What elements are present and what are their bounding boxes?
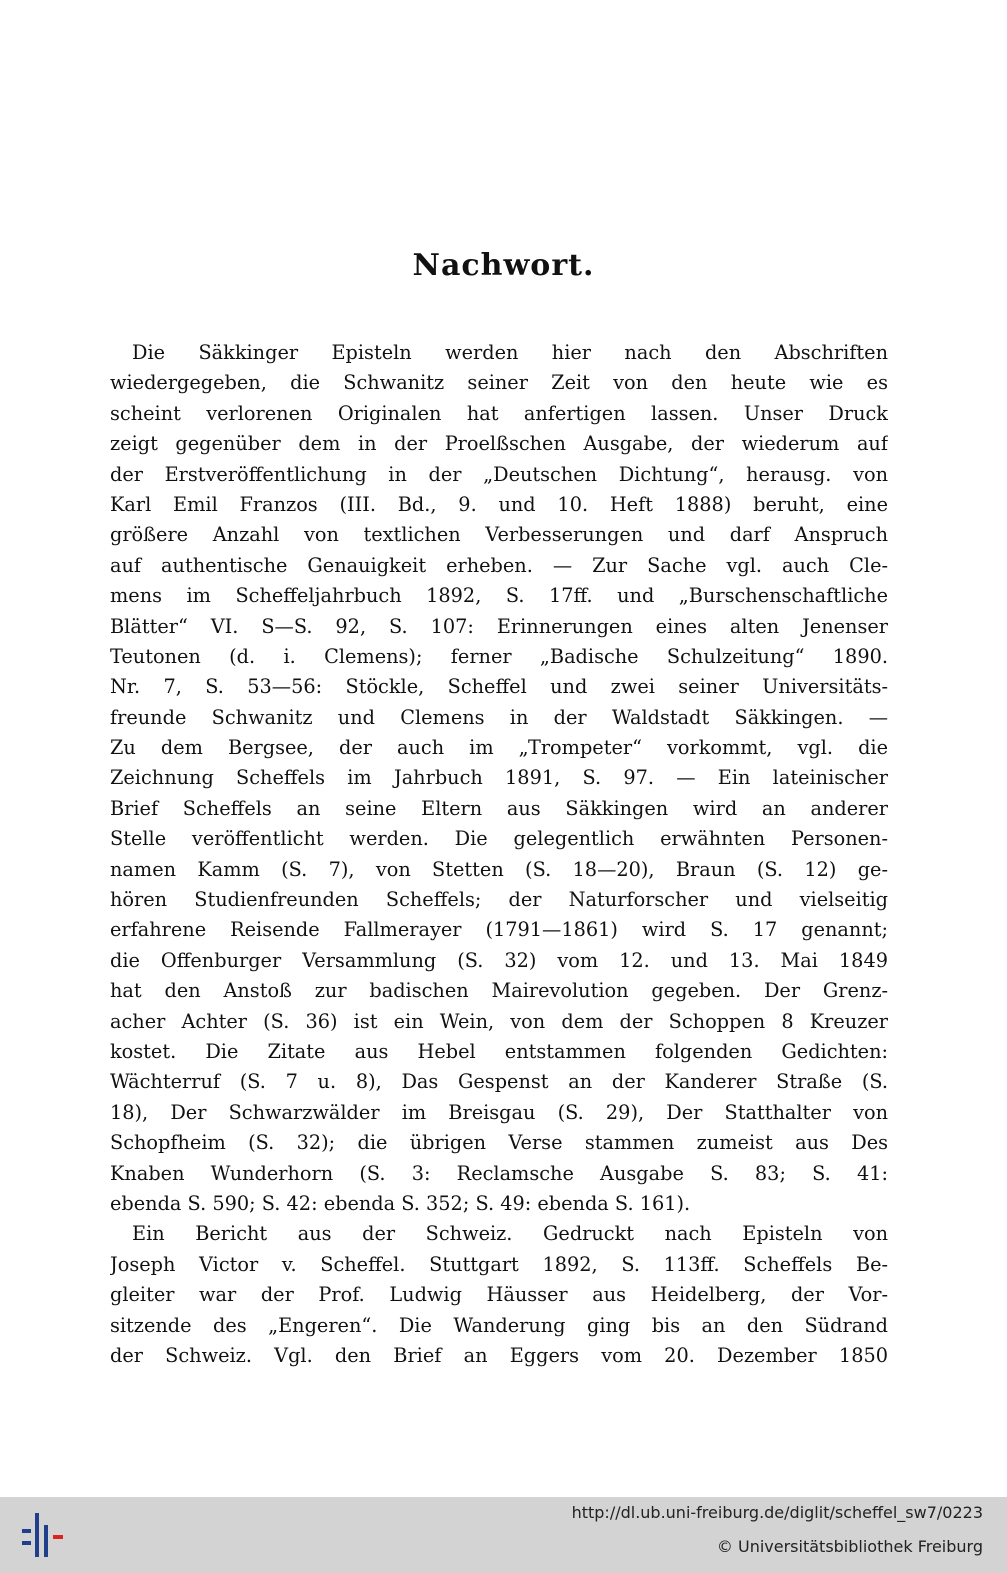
text-line: Stelle veröffentlicht werden. Die gelegentlich erwähnten Personen- (110, 827, 888, 851)
source-url-link[interactable]: http://dl.ub.uni-freiburg.de/diglit/scheffel_sw7/0223 (571, 1503, 983, 1522)
text-line: Ein Bericht aus der Schweiz. Gedruckt nach Episteln von (132, 1222, 888, 1246)
text-line: auf authentische Genauigkeit erheben. — Zur Sache vgl. auch Cle- (110, 553, 888, 577)
text-line: wiedergegeben, die Schwanitz seiner Zeit von den heute wie es (110, 371, 888, 395)
text-line: Knaben Wunderhorn (S. 3: Reclamsche Ausgabe S. 83; S. 41: (110, 1161, 888, 1185)
text-line: namen Kamm (S. 7), von Stetten (S. 18—20), Braun (S. 12) ge- (110, 857, 888, 881)
text-line: Teutonen (d. i. Clemens); ferner „Badische Schulzeitung“ 1890. (110, 644, 888, 668)
text-line: scheint verlorenen Originalen hat anfertigen lassen. Unser Druck (110, 401, 888, 425)
footer-bar (0, 1497, 1007, 1573)
text-line: Zeichnung Scheffels im Jahrbuch 1891, S. 97. — Ein lateinischer (110, 766, 888, 790)
text-line: größere Anzahl von textlichen Verbesserungen und darf Anspruch (110, 523, 888, 547)
text-line: Karl Emil Franzos (III. Bd., 9. und 10. Heft 1888) beruht, eine (110, 492, 888, 516)
text-line: 18), Der Schwarzwälder im Breisgau (S. 29), Der Statthalter von (110, 1100, 888, 1124)
text-line: zeigt gegenüber dem in der Proelßschen Ausgabe, der wiederum auf (110, 432, 888, 456)
text-line: kostet. Die Zitate aus Hebel entstammen folgenden Gedichten: (110, 1039, 888, 1063)
text-line: Blätter“ VI. S—S. 92, S. 107: Erinnerungen eines alten Jenenser (110, 614, 888, 638)
text-line: ebenda S. 590; S. 42: ebenda S. 352; S. 49: ebenda S. 161). (110, 1191, 691, 1215)
text-line: Schopfheim (S. 32); die übrigen Verse stammen zumeist aus Des (110, 1131, 888, 1155)
text-line: erfahrene Reisende Fallmerayer (1791—1861) wird S. 17 genannt; (110, 918, 888, 942)
text-line: Zu dem Bergsee, der auch im „Trompeter“ vorkommt, vgl. die (110, 736, 888, 760)
page-title: Nachwort. (412, 248, 595, 283)
text-line: hören Studienfreunden Scheffels; der Naturforscher und vielseitig (110, 888, 888, 912)
text-line: gleiter war der Prof. Ludwig Häusser aus Heidelberg, der Vor- (110, 1283, 888, 1307)
text-line: freunde Schwanitz und Clemens in der Waldstadt Säkkingen. — (110, 705, 888, 729)
text-line: mens im Scheffeljahrbuch 1892, S. 17ff. und „Burschenschaftliche (110, 584, 888, 608)
text-line: die Offenburger Versammlung (S. 32) vom 12. und 13. Mai 1849 (110, 948, 888, 972)
text-line: acher Achter (S. 36) ist ein Wein, von dem der Schoppen 8 Kreuzer (110, 1009, 888, 1033)
body-text (110, 338, 888, 1371)
copyright-text: © Universitätsbibliothek Freiburg (716, 1537, 983, 1556)
text-line: hat den Anstoß zur badischen Mairevolution gegeben. Der Grenz- (110, 979, 888, 1003)
text-line: der Erstveröffentlichung in der „Deutschen Dichtung“, herausg. von (110, 462, 888, 486)
text-line: Wächterruf (S. 7 u. 8), Das Gespenst an der Kanderer Straße (S. (110, 1070, 888, 1094)
text-line: Brief Scheffels an seine Eltern aus Säkkingen wird an anderer (110, 796, 888, 820)
text-line: Joseph Victor v. Scheffel. Stuttgart 1892, S. 113ff. Scheffels Be- (110, 1252, 888, 1276)
text-line: sitzende des „Engeren“. Die Wanderung ging bis an den Südrand (110, 1313, 888, 1337)
text-line: Die Säkkinger Episteln werden hier nach den Abschriften (132, 341, 888, 364)
text-line: Nr. 7, S. 53—56: Stöckle, Scheffel und zwei seiner Universitäts- (110, 675, 888, 699)
library-logo-icon (20, 1507, 68, 1563)
text-line: der Schweiz. Vgl. den Brief an Eggers vom 20. Dezember 1850 (110, 1343, 888, 1367)
